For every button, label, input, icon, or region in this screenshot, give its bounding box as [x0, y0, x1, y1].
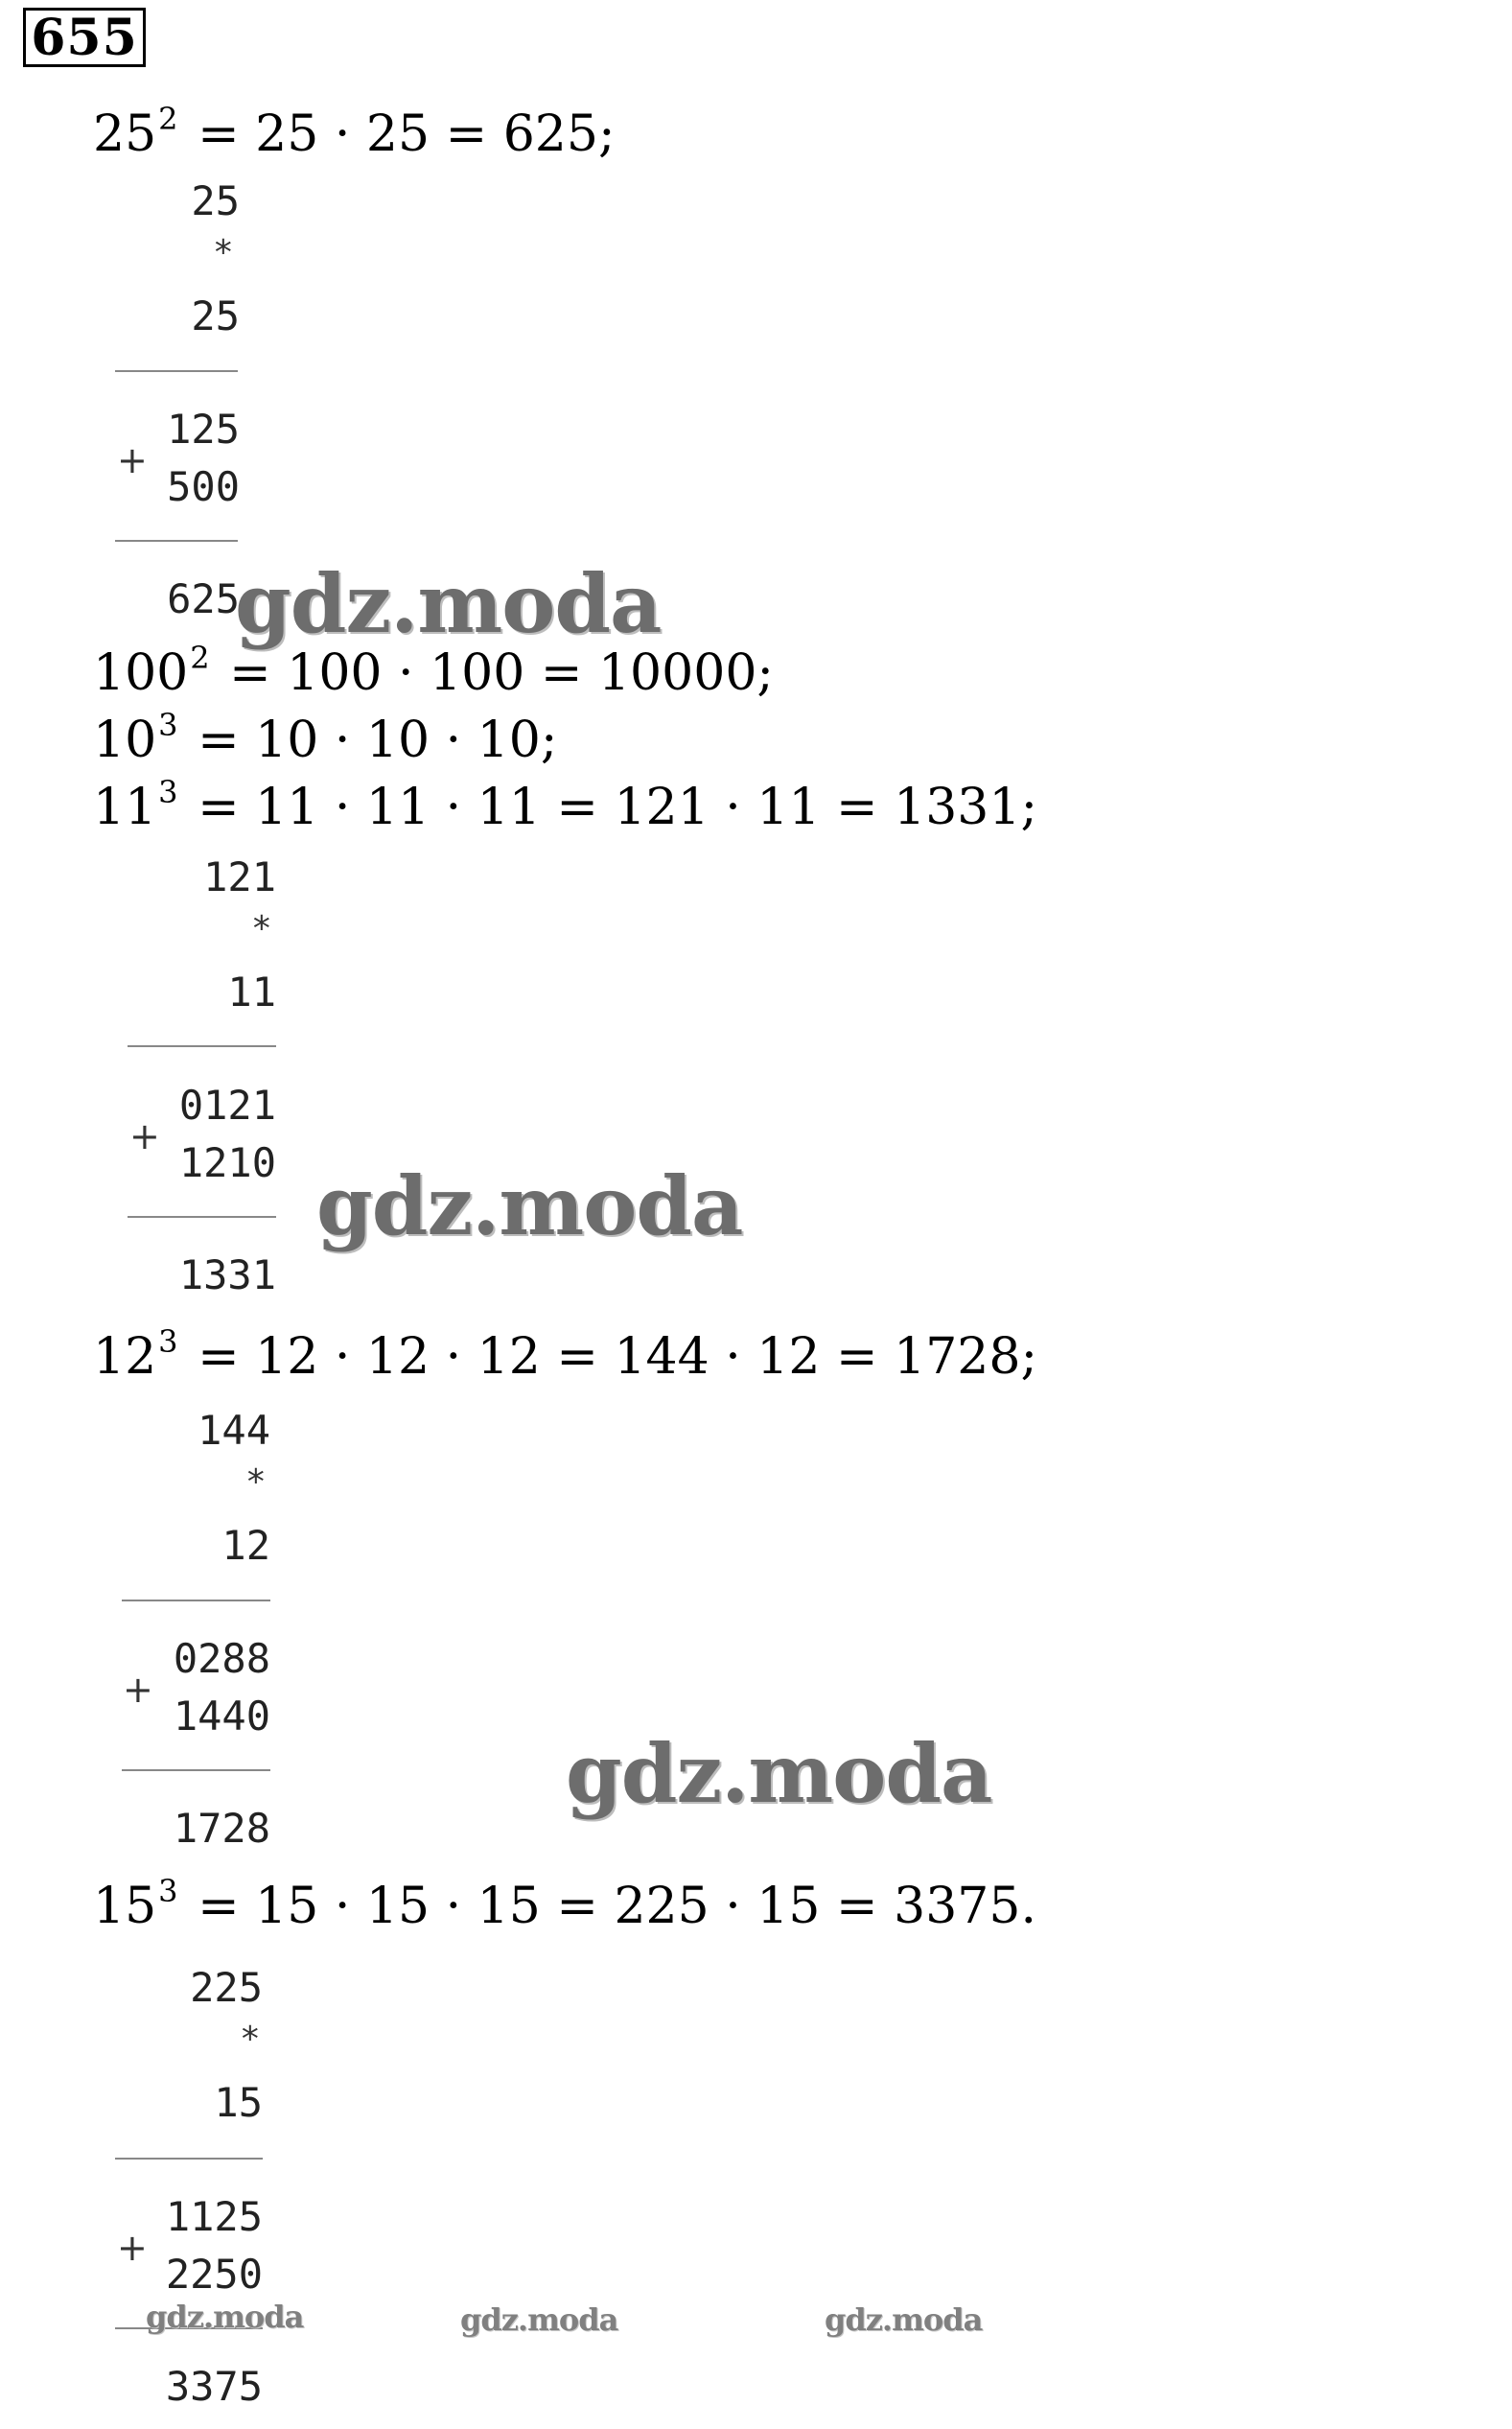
calc1-partial-2: 500	[167, 463, 240, 510]
calc4-factor-a: 225	[190, 1964, 263, 2011]
equation-11-cubed: $11^3 = 11 \cdot 11 \cdot 11 = 121 \cdot 11 = 1331$;	[93, 774, 1037, 836]
calc3-plus-sign: +	[123, 1669, 153, 1711]
calc2-plus-sign: +	[129, 1115, 160, 1157]
calc2-partial-1: 0121	[178, 1082, 276, 1129]
calc3-partial-2: 1440	[173, 1693, 270, 1740]
equation-10-cubed: $10^3 = 10 \cdot 10 \cdot 10$;	[93, 707, 558, 769]
calc2-rule-2	[128, 1216, 276, 1218]
equation-25-squared: $25^2 = 25 \cdot 25 = 625$;	[93, 101, 616, 163]
calc4-plus-sign: +	[117, 2227, 148, 2269]
calc4-partial-1: 1125	[165, 2193, 263, 2240]
calc4-result: 3375	[165, 2363, 263, 2410]
calc2-factor-a: 121	[203, 853, 276, 900]
watermark-small-1: gdz.moda	[146, 2299, 304, 2335]
calc1-plus-sign: +	[117, 439, 148, 481]
watermark-small-2: gdz.moda	[460, 2301, 618, 2338]
calc1-factor-a: 25	[191, 177, 240, 224]
calc3-partial-1: 0288	[173, 1635, 270, 1682]
calc3-rule-2	[122, 1769, 270, 1771]
calc2-rule-1	[128, 1045, 276, 1047]
calc3-factor-a: 144	[198, 1407, 270, 1454]
calc4-multiply-sign: *	[240, 2020, 261, 2059]
calc2-result: 1331	[178, 1251, 276, 1298]
calc3-rule-1	[122, 1600, 270, 1601]
watermark-1: gdz.moda	[235, 556, 662, 651]
problem-number: 655	[23, 8, 146, 67]
calc4-partial-2: 2250	[165, 2251, 263, 2298]
calc3-result: 1728	[173, 1805, 270, 1852]
calc3-factor-b: 12	[221, 1522, 270, 1569]
calc3-multiply-sign: *	[245, 1462, 267, 1502]
equation-100-squared: $100^2 = 100 \cdot 100 = 10000$;	[93, 640, 774, 702]
calc2-partial-2: 1210	[178, 1139, 276, 1186]
calc1-factor-b: 25	[191, 292, 240, 339]
watermark-small-3: gdz.moda	[825, 2301, 983, 2338]
calc1-rule-2	[115, 540, 238, 542]
calc4-rule-1	[115, 2158, 263, 2160]
watermark-2: gdz.moda	[316, 1158, 743, 1253]
calc1-rule-1	[115, 370, 238, 372]
equation-15-cubed: $15^3 = 15 \cdot 15 \cdot 15 = 225 \cdot 15 = 3375$.	[93, 1873, 1036, 1935]
calc1-partial-1: 125	[167, 406, 240, 453]
calc4-factor-b: 15	[214, 2079, 263, 2126]
calc1-multiply-sign: *	[213, 233, 234, 272]
calc1-result: 625	[167, 575, 240, 622]
watermark-3: gdz.moda	[566, 1726, 992, 1821]
calc2-multiply-sign: *	[251, 909, 272, 948]
calc2-factor-b: 11	[227, 969, 276, 1016]
equation-12-cubed: $12^3 = 12 \cdot 12 \cdot 12 = 144 \cdot 12 = 1728$;	[93, 1323, 1037, 1386]
